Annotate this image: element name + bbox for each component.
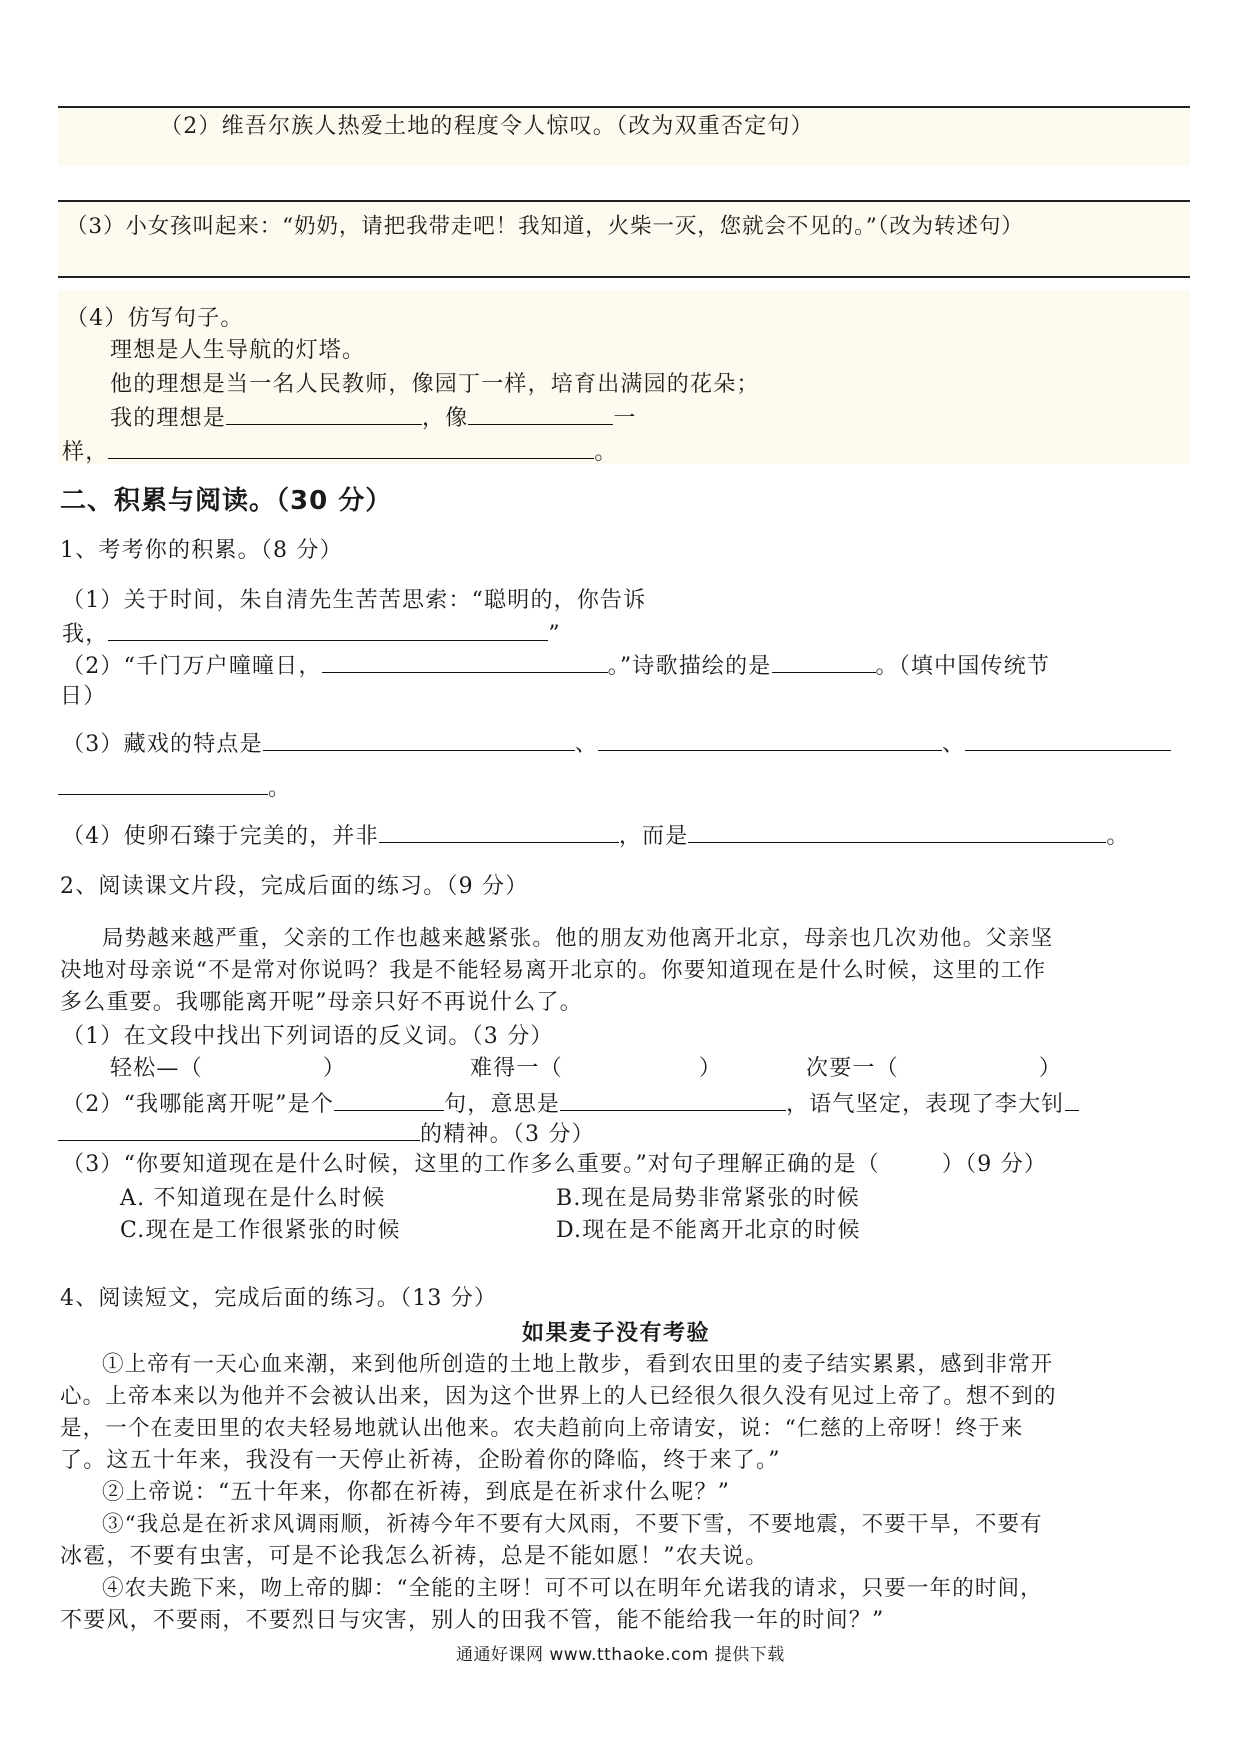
reading-q3 — [62, 1150, 1047, 1180]
blank-meaning[interactable] — [560, 1088, 786, 1111]
sentence-example-2: 他的理想是当一名人民教师，像园丁一样，培育出满园的花朵； — [110, 372, 760, 397]
passage-line: 局势越来越严重，父亲的工作也越来越紧张。他的朋友劝他离开北京，母亲也几次劝他。父亲坚 — [102, 926, 1054, 951]
story-line: ②上帝说：“五十年来，你都在祈祷，到底是在祈求什么呢？” — [102, 1480, 731, 1505]
part-1-title: 1、考考你的积累。（8 分） — [60, 538, 343, 563]
antonym-2-close[interactable]: ） — [698, 1056, 723, 1081]
antonym-1-close[interactable]: ） — [322, 1056, 347, 1081]
accum-q1-quote: ” — [548, 622, 561, 647]
antonym-2-label: 难得一（ — [470, 1056, 563, 1081]
reading-q1: （1）在文段中找出下列词语的反义词。（3 分） — [62, 1024, 554, 1049]
accum-q2-line1 — [62, 650, 1050, 682]
blank-festival[interactable] — [772, 650, 876, 673]
imitation-line-2 — [62, 436, 618, 468]
story-line: 不要风，不要雨，不要烈日与灾害，别人的田我不管，能不能给我一年的时间？” — [60, 1608, 885, 1633]
reading-q2-tail: 的精神。（3 分） — [420, 1122, 595, 1147]
antonym-1 — [110, 1054, 346, 1084]
story-line: 了。这五十年来，我没有一天停止祈祷，企盼着你的降临，终于来了。” — [60, 1448, 781, 1473]
antonym-2 — [470, 1054, 722, 1084]
option-c[interactable]: C.现在是工作很紧张的时候 — [120, 1218, 401, 1243]
imitation-line-1 — [110, 402, 637, 434]
accum-q3-start: （3）藏戏的特点是 — [62, 732, 263, 757]
option-a[interactable]: A. 不知道现在是什么时候 — [120, 1186, 386, 1211]
footer-source: 通通好课网 www.tthaoke.com 提供下载 — [456, 1645, 785, 1665]
accum-q2-start: （2）“千门万户曈曈日， — [62, 654, 322, 679]
reading-q2-end: ，语气坚定，表现了李大钊 — [786, 1092, 1065, 1117]
blank-pebble-not[interactable] — [379, 820, 619, 843]
accum-q2-line2: 日） — [60, 684, 107, 709]
question-2-double-negative: （2）维吾尔族人热爱土地的程度令人惊叹。（改为双重否定句） — [160, 114, 814, 139]
rule-line — [58, 276, 1190, 278]
story-line: ①上帝有一天心血来潮，来到他所创造的土地上散步，看到农田里的麦子结实累累，感到非常开 — [102, 1352, 1054, 1377]
accum-q1-wo: 我， — [62, 622, 109, 647]
imitation-yang: 样， — [62, 440, 109, 465]
blank-poem-line[interactable] — [322, 650, 608, 673]
antonym-3-label: 次要一（ — [806, 1056, 899, 1081]
option-d[interactable]: D.现在是不能离开北京的时候 — [556, 1218, 861, 1243]
question-3-indirect-speech: （3）小女孩叫起来：“奶奶，请把我带走吧！我知道，火柴一灭，您就会不见的。”（改为转述句） — [66, 214, 1024, 239]
reading-q2-start: （2）“我哪能离开呢”是个 — [62, 1092, 335, 1117]
accum-q1-line2 — [62, 618, 561, 650]
blank-tibetan-opera-3[interactable] — [965, 728, 1171, 751]
imitation-period: 。 — [594, 440, 618, 465]
rule-line — [58, 106, 1190, 108]
passage-line: 决地对母亲说“不是常对你说吗？我是不能轻易离开北京的。你要知道现在是什么时候，这里的工作 — [60, 958, 1047, 983]
story-line: ③“我总是在祈求风调雨顺，祈祷今年不要有大风雨，不要下雪，不要地震，不要干旱，不要有 — [102, 1512, 1043, 1537]
reading-q3-end[interactable]: ）（9 分） — [941, 1152, 1048, 1177]
section-2-heading: 二、积累与阅读。（30 分） — [60, 486, 393, 516]
blank-tibetan-opera-1[interactable] — [263, 728, 575, 751]
blank-spirit-a[interactable] — [1065, 1088, 1079, 1111]
option-b[interactable]: B.现在是局势非常紧张的时候 — [556, 1186, 860, 1211]
blank-tibetan-opera-3b[interactable] — [58, 772, 268, 795]
accum-q4-middle: ，而是 — [618, 824, 689, 849]
blank-spirit-b[interactable] — [58, 1118, 420, 1141]
accum-q3-end: 。 — [268, 776, 292, 801]
imitation-prefix: 我的理想是 — [110, 406, 227, 431]
story-line: ④农夫跪下来，吻上帝的脚：“全能的主呀！可不可以在明年允诺我的请求，只要一年的时间， — [102, 1576, 1043, 1601]
accum-q4-end: 。 — [1106, 824, 1130, 849]
accum-q2-middle: 。”诗歌描绘的是 — [607, 654, 772, 679]
antonym-3 — [806, 1054, 1062, 1084]
reading-q2-line1 — [62, 1088, 1079, 1120]
blank-imitation-rest[interactable] — [108, 436, 594, 459]
blank-like[interactable] — [468, 402, 613, 425]
reading-q2-line2 — [58, 1118, 595, 1150]
blank-ideal[interactable] — [226, 402, 422, 425]
sentence-example-1: 理想是人生导航的灯塔。 — [110, 338, 366, 363]
reading-q2-middle: 句，意思是 — [444, 1092, 561, 1117]
accum-q3-line2 — [58, 772, 291, 804]
accum-q1-line1: （1）关于时间，朱自清先生苦苦思索：“聪明的，你告诉 — [62, 588, 647, 613]
part-2-title: 2、阅读课文片段，完成后面的练习。（9 分） — [60, 874, 529, 899]
accum-q3-sep1: 、 — [574, 732, 599, 757]
accum-q3-line1 — [62, 728, 1171, 760]
rule-line — [58, 200, 1190, 202]
antonym-3-close[interactable]: ） — [1038, 1056, 1063, 1081]
story-line: 冰雹，不要有虫害，可是不论我怎么祈祷，总是不能如愿！”农夫说。 — [60, 1544, 769, 1569]
part-4-title: 4、阅读短文，完成后面的练习。（13 分） — [60, 1286, 498, 1311]
accum-q3-sep2: 、 — [942, 732, 966, 757]
story-title: 如果麦子没有考验 — [522, 1320, 711, 1346]
accum-q2-end: 。（填中国传统节 — [875, 654, 1051, 679]
story-line: 是，一个在麦田里的农夫轻易地就认出他来。农夫趋前向上帝请安，说：“仁慈的上帝呀！终于来 — [60, 1416, 1024, 1441]
blank-tibetan-opera-2[interactable] — [598, 728, 942, 751]
imitation-one: 一 — [613, 406, 637, 431]
blank-pebble-but[interactable] — [688, 820, 1106, 843]
blank-sentence-type[interactable] — [334, 1088, 444, 1111]
passage-line: 多么重要。我哪能离开呢”母亲只好不再说什么了。 — [60, 990, 583, 1015]
blank-accum-q1[interactable] — [108, 618, 548, 641]
story-line: 心。上帝本来以为他并不会被认出来，因为这个世界上的人已经很久很久没有见过上帝了。想不到的 — [60, 1384, 1057, 1409]
reading-q3-start: （3）“你要知道现在是什么时候，这里的工作多么重要。”对句子理解正确的是（ — [62, 1152, 880, 1177]
accum-q4 — [62, 820, 1130, 852]
accum-q4-start: （4）使卵石臻于完美的，并非 — [62, 824, 379, 849]
antonym-1-label: 轻松—（ — [110, 1056, 203, 1081]
question-4-title: （4）仿写句子。 — [66, 306, 244, 331]
imitation-like: ，像 — [422, 406, 469, 431]
